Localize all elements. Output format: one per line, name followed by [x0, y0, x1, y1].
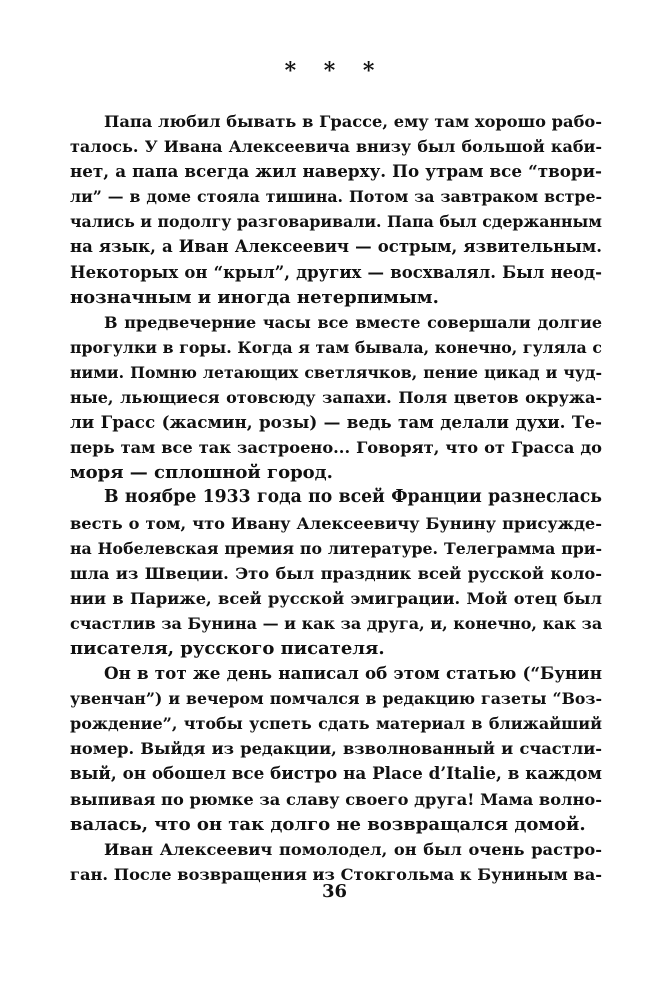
- text-line: ли Грасс (жасмин, розы) — ведь там делали духи. Те-: [70, 412, 602, 433]
- text-line: Он в тот же день написал об этом статью (“Бунин: [104, 663, 602, 684]
- text-line: перь там все так застроено... Говорят, что от Грасса до: [70, 438, 602, 458]
- text-line: увенчан”) и вечером помчался в редакцию газеты “Воз-: [70, 689, 602, 709]
- body-text: [70, 109, 602, 887]
- text-line: Некоторых он “крыл”, других — восхвалял. Был неод-: [70, 262, 602, 282]
- paragraph: [70, 837, 602, 887]
- text-line: на язык, а Иван Алексеевич — острым, язвительным.: [70, 237, 602, 257]
- text-line: моря — сплошной город.: [70, 462, 333, 484]
- text-line: на Нобелевская премия по литературе. Телеграмма при-: [70, 538, 602, 558]
- paragraph: [70, 485, 602, 661]
- text-line: ли” — в доме стояла тишина. Потом за завтраком встре-: [70, 187, 602, 207]
- text-line: весть о том, что Ивану Алексеевичу Бунину присужде-: [70, 513, 602, 533]
- text-line: талось. У Ивана Алексеевича внизу был большой каби-: [70, 137, 602, 157]
- paragraph: [70, 661, 602, 837]
- text-line: Папа любил бывать в Грассе, ему там хорошо рабо-: [104, 112, 602, 131]
- text-line: выпивая по рюмке за славу своего друга! Мама волно-: [70, 789, 602, 809]
- text-line: Иван Алексеевич помолодел, он был очень растро-: [104, 839, 602, 859]
- paragraph: [70, 109, 602, 310]
- text-line: нозначным и иногда нетерпимым.: [70, 286, 439, 308]
- text-line: прогулки в горы. Когда я там бывала, конечно, гуляла с: [70, 337, 602, 357]
- text-line: счастлив за Бунина — и как за друга, и, конечно, как за: [70, 613, 602, 633]
- text-line: рождение”, чтобы успеть сдать материал в ближайший: [70, 714, 602, 734]
- text-line: ган. После возвращения из Стокгольма к Буниным ва-: [70, 864, 602, 884]
- text-line: нет, а папа всегда жил наверху. По утрам все “твори-: [70, 161, 602, 182]
- section-separator: * * *: [284, 58, 385, 84]
- page-number: 36: [321, 881, 348, 902]
- paragraph: [70, 310, 602, 486]
- text-line: ними. Помню летающих светлячков, пение цикад и чуд-: [70, 362, 602, 382]
- text-line: нии в Париже, всей русской эмиграции. Мой отец был: [70, 588, 602, 608]
- text-line: В предвечерние часы все вместе совершали долгие: [104, 312, 602, 332]
- text-line: ные, льющиеся отовсюду запахи. Поля цветов окружа-: [70, 388, 602, 408]
- text-line: валась, что он так долго не возвращался домой.: [70, 813, 586, 835]
- text-line: шла из Швеции. Это был праздник всей русской коло-: [70, 563, 602, 583]
- text-line: вый, он обошел все бистро на Place d’Italie, в каждом: [70, 763, 602, 784]
- text-line: чались и подолгу разговаривали. Папа был сдержанным: [70, 212, 602, 232]
- text-line: писателя, русского писателя.: [70, 637, 385, 659]
- text-line: В ноябре 1933 года по всей Франции разнеслась: [104, 487, 602, 508]
- text-line: номер. Выйдя из редакции, взволнованный и счастли-: [70, 739, 602, 759]
